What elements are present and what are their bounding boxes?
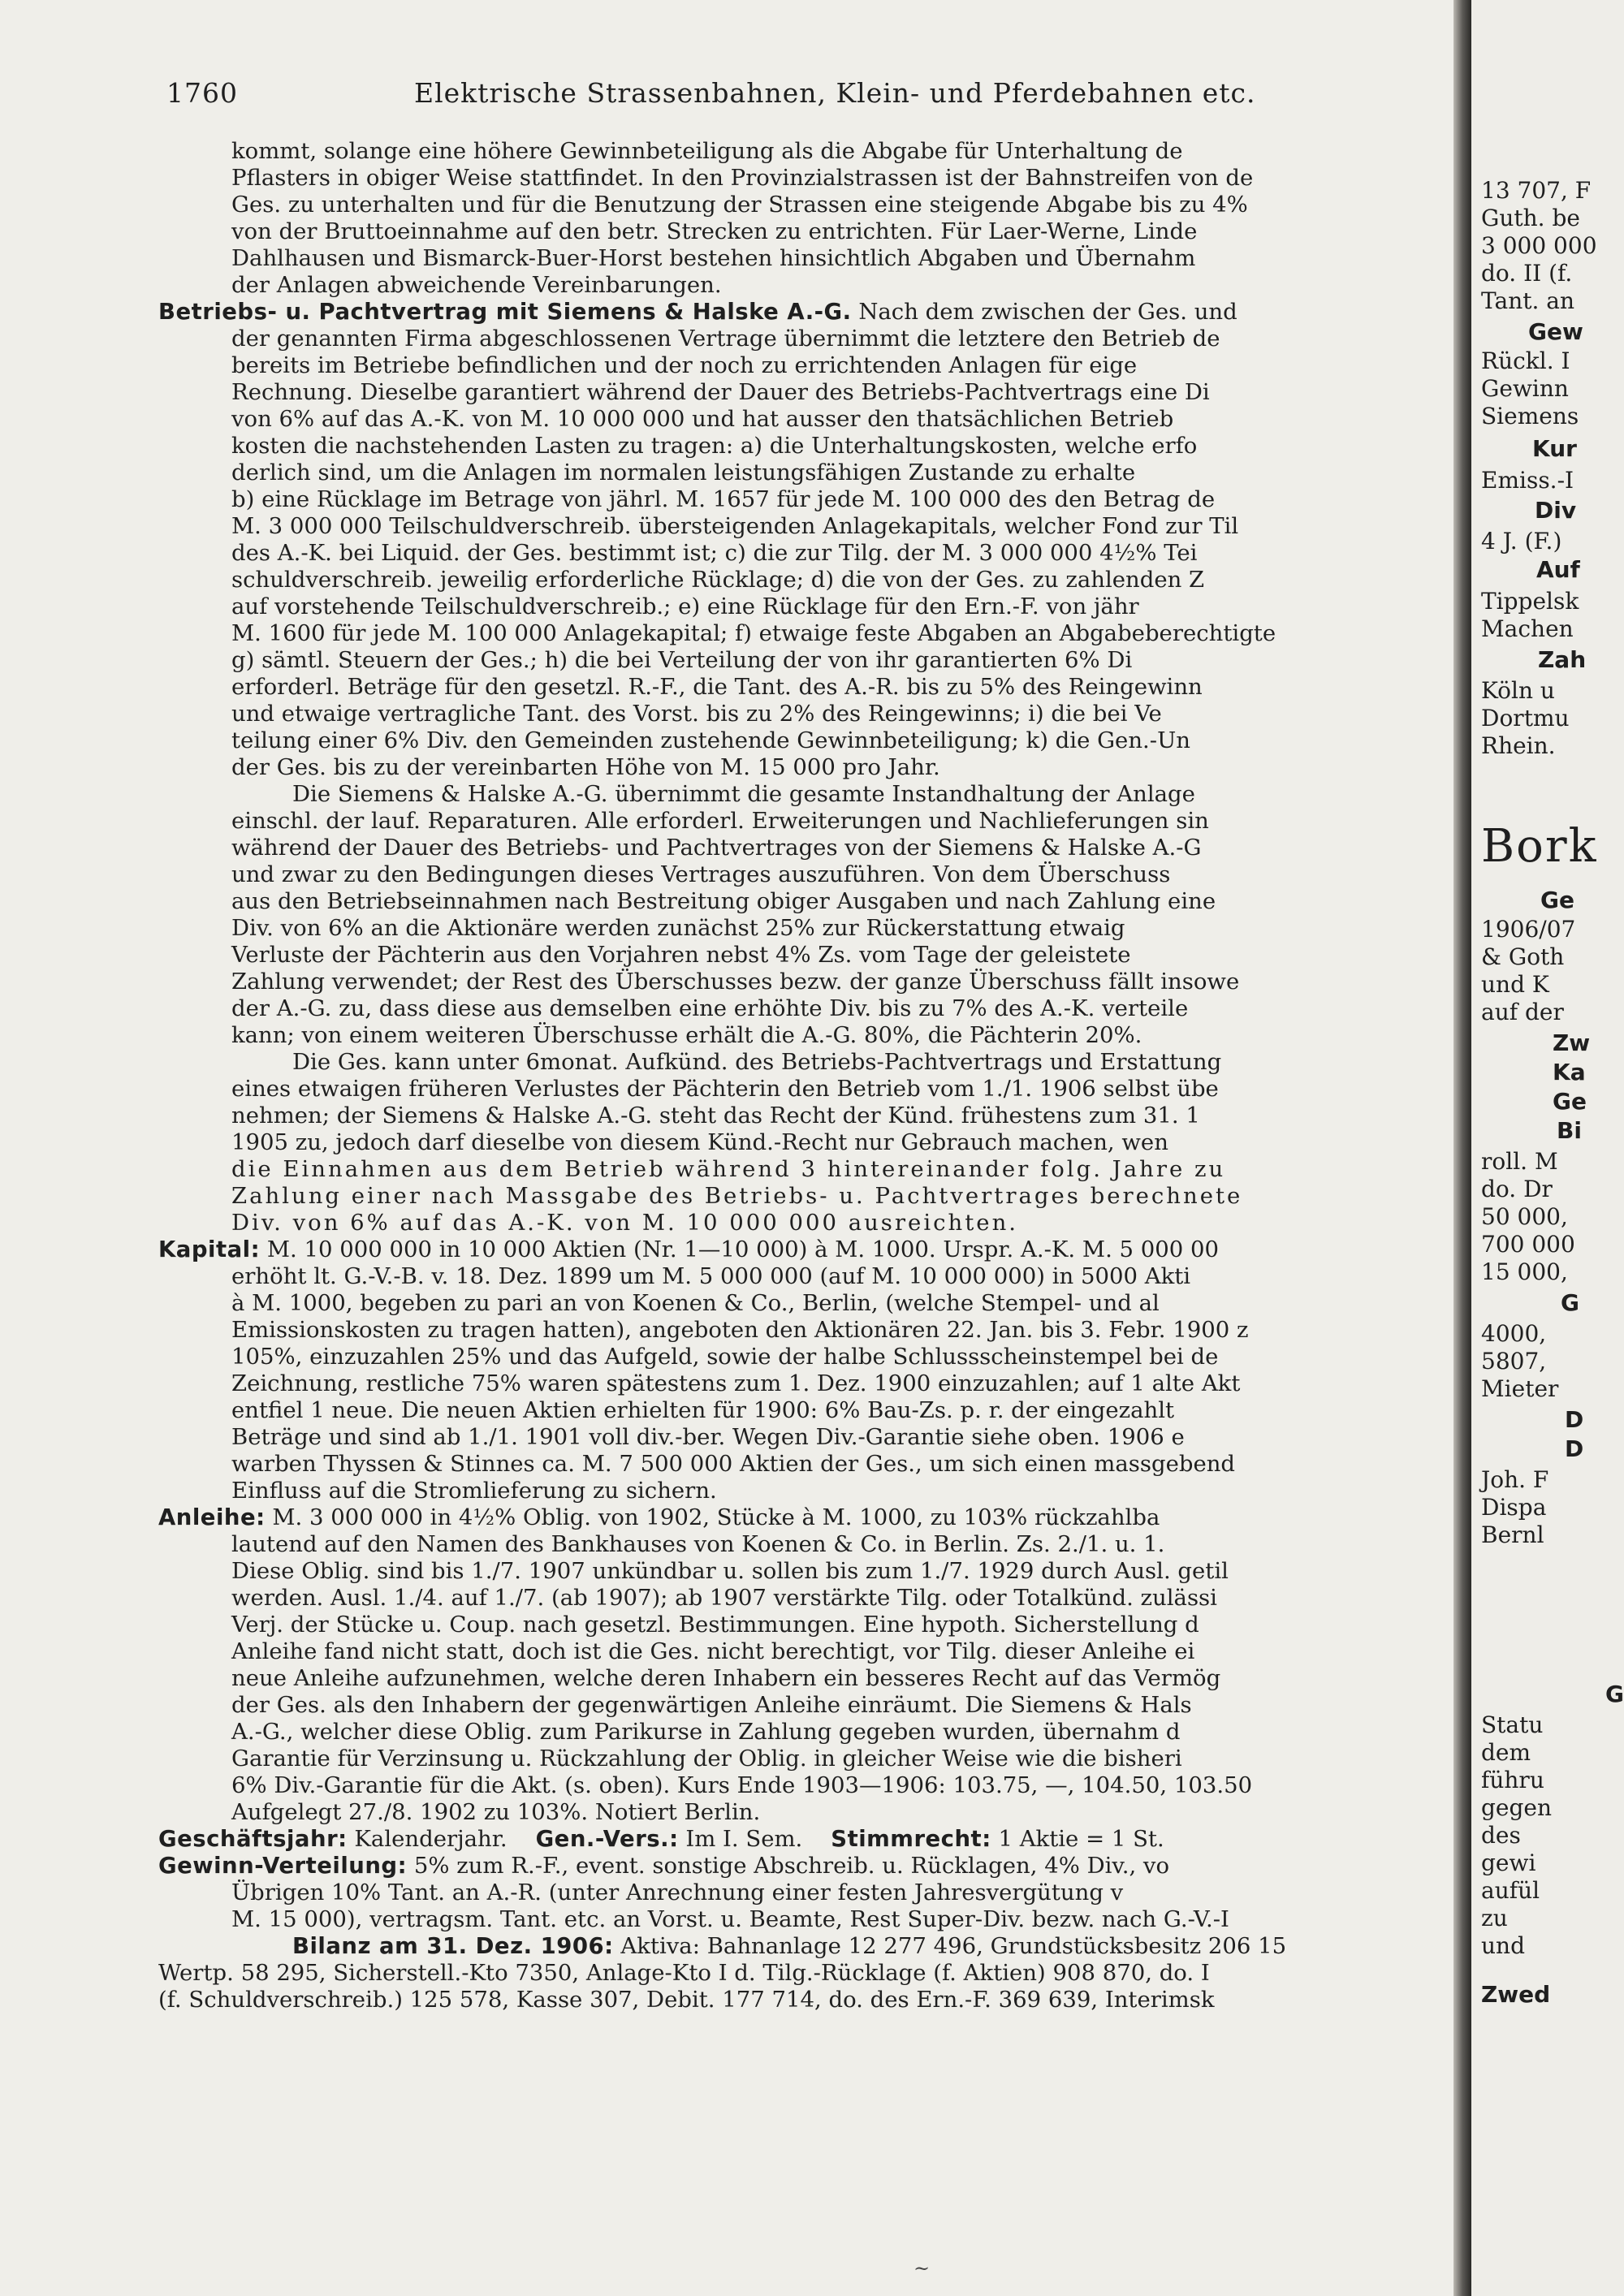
text-line: Aktiva: Bahnanlage 12 277 496, Grundstücksbesitz 206 15 [620, 1933, 1287, 1959]
text-line: der Anlagen abweichende Vereinbarungen. [231, 272, 722, 298]
text-line: 700 000 [1481, 1231, 1575, 1258]
intro-paragraph [158, 138, 1458, 299]
text-line: eines etwaigen früheren Verlustes der Pächterin den Betrieb vom 1./1. 1906 selbst übe [231, 1076, 1219, 1102]
geschaeftsjahr-line [158, 1826, 1458, 1853]
text-line: gewi [1481, 1849, 1536, 1876]
text-line: kommt, solange eine höhere Gewinnbeteiligung als die Abgabe für Unterhaltung de [231, 138, 1183, 164]
text-line: einschl. der lauf. Reparaturen. Alle erforderl. Erweiterungen und Nachlieferungen sin [231, 808, 1209, 834]
text-line: der Ges. bis zu der vereinbarten Höhe von M. 15 000 pro Jahr. [231, 754, 940, 780]
text-line: Pflasters in obiger Weise stattfindet. In den Provinzialstrassen ist der Bahnstreifen von de [231, 165, 1254, 191]
text-line: Bernl [1481, 1521, 1544, 1548]
text-line: Joh. F [1481, 1466, 1549, 1493]
text-line: von der Bruttoeinnahme auf den betr. Strecken zu entrichten. Für Laer-Werne, Linde [231, 218, 1198, 244]
text-line: 4 J. (F.) [1481, 528, 1562, 555]
text-line: Mieter [1481, 1375, 1559, 1402]
text-line: 4000, [1481, 1320, 1547, 1347]
page-header [166, 77, 1433, 118]
text-line: 1905 zu, jedoch darf dieselbe von diesem Künd.-Recht nur Gebrauch machen, wen [231, 1129, 1168, 1155]
text-line: & Goth [1481, 943, 1565, 970]
text-line: Div. von 6% auf das A.-K. von M. 10 000 000 ausreichten. [231, 1210, 1019, 1236]
page-number: 1760 [166, 77, 238, 109]
page-fold-shadow [1453, 0, 1471, 2296]
text-line: warben Thyssen & Stinnes ca. M. 7 500 000 Aktien der Ges., um sich einen massgebend [231, 1451, 1236, 1477]
heading-genvers: Gen.-Vers.: [535, 1826, 679, 1852]
value-stimmrecht: 1 Aktie = 1 St. [998, 1826, 1164, 1852]
text-line: Ka [1553, 1059, 1586, 1085]
text-line: Auf [1536, 556, 1580, 583]
text-line: 5% zum R.-F., event. sonstige Abschreib. u. Rücklagen, 4% Div., vo [413, 1853, 1170, 1879]
text-line: Div [1535, 497, 1577, 524]
text-line: Dahlhausen und Bismarck-Buer-Horst bestehen hinsichtlich Abgaben und Übernahm [231, 245, 1196, 271]
text-line: D [1565, 1406, 1584, 1433]
section-lead-line [158, 1933, 1458, 1960]
text-line: Div. von 6% an die Aktionäre werden zunächst 25% zur Rückerstattung etwaig [231, 915, 1125, 941]
text-line: und etwaige vertragliche Tant. des Vorst. bis zu 2% des Reingewinns; i) die bei Ve [231, 701, 1162, 727]
text-line: Beträge und sind ab 1./1. 1901 voll div.-ber. Wegen Div.-Garantie siehe oben. 1906 e [231, 1424, 1185, 1450]
heading-stimmrecht: Stimmrecht: [831, 1826, 991, 1852]
text-line: Rhein. [1481, 732, 1556, 759]
text-line: Siemens [1481, 403, 1579, 429]
text-line: erhöht lt. G.-V.-B. v. 18. Dez. 1899 um M. 5 000 000 (auf M. 10 000 000) in 5000 Akti [231, 1263, 1191, 1289]
siemens-paragraph [158, 781, 1458, 1049]
text-line: Emissionskosten zu tragen hatten), angeboten den Aktionären 22. Jan. bis 3. Febr. 1900 z [231, 1317, 1249, 1343]
text-line: Emiss.-I [1481, 467, 1574, 494]
text-line: der genannten Firma abgeschlossenen Vertrage übernimmt die letztere den Betrieb de [231, 326, 1220, 352]
bilanz-section [158, 1933, 1458, 2013]
text-line: derlich sind, um die Anlagen im normalen leistungsfähigen Zustande zu erhalte [231, 460, 1136, 486]
section-lead-line [158, 1853, 1458, 1880]
text-line: und zwar zu den Bedingungen dieses Vertrages auszuführen. Von dem Überschuss [231, 861, 1171, 887]
text-line: Aufgelegt 27./8. 1902 zu 103%. Notiert Berlin. [231, 1799, 761, 1825]
text-line: Gew [1528, 318, 1583, 345]
text-line: Zahlung einer nach Massgabe des Betriebs- u. Pachtvertrages berechnete [231, 1183, 1243, 1209]
text-line: Dortmu [1481, 705, 1570, 732]
text-line: erforderl. Beträge für den gesetzl. R.-F., die Tant. des A.-R. bis zu 5% des Reingewinn [231, 674, 1203, 700]
text-line: bereits im Betriebe befindlichen und der noch zu errichtenden Anlagen für eige [231, 352, 1138, 378]
text-line: werden. Ausl. 1./4. auf 1./7. (ab 1907); ab 1907 verstärkte Tilg. oder Totalkünd. zulässi [231, 1585, 1217, 1611]
text-line: des A.-K. bei Liquid. der Ges. bestimmt ist; c) die zur Tilg. der M. 3 000 000 4½% Tei [231, 540, 1198, 566]
text-line: M. 3 000 000 in 4½% Oblig. von 1902, Stücke à M. 1000, zu 103% rückzahlba [272, 1504, 1160, 1530]
text-line: do. Dr [1481, 1176, 1553, 1202]
text-line: Machen [1481, 615, 1574, 642]
text-line: neue Anleihe aufzunehmen, welche deren Inhabern ein besseres Recht auf das Vermög [231, 1665, 1221, 1691]
section-lead-line [158, 1826, 1458, 1853]
kuendigung-paragraph [158, 1049, 1458, 1236]
betrieb-section [158, 299, 1458, 781]
text-line: und [1481, 1932, 1525, 1959]
text-line: der Ges. als den Inhabern der gegenwärtigen Anleihe einräumt. Die Siemens & Hals [231, 1692, 1192, 1718]
page-bottom-mark: ~ [914, 2257, 931, 2280]
text-line: 6% Div.-Garantie für die Akt. (s. oben). Kurs Ende 1903—1906: 103.75, —, 104.50, 103.50 [231, 1772, 1253, 1798]
running-title: Elektrische Strassenbahnen, Klein- und Pferdebahnen etc. [414, 77, 1256, 109]
text-line: Übrigen 10% Tant. an A.-R. (unter Anrechnung einer festen Jahresvergütung v [231, 1880, 1124, 1905]
text-line: Nach dem zwischen der Ges. und [858, 299, 1237, 325]
text-line: 15 000, [1481, 1258, 1568, 1285]
text-line: auf der [1481, 999, 1564, 1025]
text-line: Wertp. 58 295, Sicherstell.-Kto 7350, Anlage-Kto I d. Tilg.-Rücklage (f. Aktien) 908 870, do. I [158, 1960, 1210, 1986]
text-line: Köln u [1481, 677, 1555, 704]
text-line: Zw [1553, 1029, 1591, 1056]
text-line: Bi [1557, 1117, 1582, 1144]
section-lead-line [158, 1504, 1458, 1531]
anleihe-section [158, 1504, 1458, 1826]
text-line: 3 000 000 [1481, 232, 1597, 259]
text-line: (f. Schuldverschreib.) 125 578, Kasse 307, Debit. 177 714, do. des Ern.-F. 369 639, Interimsk [158, 1987, 1215, 2013]
text-line: M. 1600 für jede M. 100 000 Anlagekapital; f) etwaige feste Abgaben an Abgabeberechtigte [231, 620, 1276, 646]
text-line: b) eine Rücklage im Betrage von jährl. M. 1657 für jede M. 100 000 des den Betrag de [231, 486, 1216, 512]
text-line: zu [1481, 1905, 1508, 1931]
text-line: und K [1481, 971, 1549, 998]
text-line: aus den Betriebseinnahmen nach Bestreitung obiger Ausgaben und nach Zahlung eine [231, 888, 1216, 914]
text-line: Kur [1532, 435, 1577, 462]
text-line: 50 000, [1481, 1203, 1568, 1230]
text-line: Einfluss auf die Stromlieferung zu sichern. [231, 1478, 717, 1504]
text-line: Statu [1481, 1711, 1544, 1738]
text-line: Zwed [1481, 1981, 1551, 2008]
section-heading-bilanz: Bilanz am 31. Dez. 1906: [292, 1933, 614, 1959]
text-line: des [1481, 1822, 1521, 1849]
text-line: Rechnung. Dieselbe garantiert während der Dauer des Betriebs-Pachtvertrags eine Di [231, 379, 1210, 405]
text-line: Die Siemens & Halske A.-G. übernimmt die gesamte Instandhaltung der Anlage [292, 781, 1195, 807]
text-line: aufül [1481, 1877, 1540, 1904]
text-line: Tant. an [1481, 287, 1575, 314]
text-line: entfiel 1 neue. Die neuen Aktien erhielten für 1900: 6% Bau-Zs. p. r. der eingezahlt [231, 1397, 1175, 1423]
text-line: 13 707, F [1481, 177, 1592, 204]
text-line: gegen [1481, 1794, 1553, 1821]
text-line: Diese Oblig. sind bis 1./7. 1907 unkündbar u. sollen bis zum 1./7. 1929 durch Ausl. getil [231, 1558, 1229, 1584]
section-lead-line [158, 1236, 1458, 1263]
main-text-column [158, 138, 1458, 2013]
text-line: Bork [1481, 820, 1598, 873]
text-line: Tippelsk [1481, 588, 1579, 615]
heading-geschaeftsjahr: Geschäftsjahr: [158, 1826, 348, 1852]
text-line: während der Dauer des Betriebs- und Pachtvertrages von der Siemens & Halske A.-G [231, 835, 1202, 861]
text-line: teilung einer 6% Div. den Gemeinden zustehende Gewinnbeteiligung; k) die Gen.-Un [231, 727, 1190, 753]
text-line: M. 10 000 000 in 10 000 Aktien (Nr. 1—10 000) à M. 1000. Urspr. A.-K. M. 5 000 00 [266, 1236, 1220, 1262]
text-line: schuldverschreib. jeweilig erforderliche Rücklage; d) die von der Ges. zu zahlenden Z [231, 567, 1205, 593]
text-line: do. II (f. [1481, 260, 1573, 287]
text-line: nehmen; der Siemens & Halske A.-G. steht das Recht der Künd. frühestens zum 31. 1 [231, 1103, 1200, 1129]
text-line: M. 15 000), vertragsm. Tant. etc. an Vorst. u. Beamte, Rest Super-Div. bezw. nach G.-V.-I [231, 1906, 1229, 1932]
value-geschaeftsjahr: Kalenderjahr. [354, 1826, 508, 1852]
section-heading-kapital: Kapital: [158, 1236, 261, 1262]
kapital-section [158, 1236, 1458, 1504]
text-line: Ge [1540, 887, 1574, 913]
text-line: kosten die nachstehenden Lasten zu tragen: a) die Unterhaltungskosten, welche erfo [231, 433, 1198, 459]
text-line: Anleihe fand nicht statt, doch ist die Ges. nicht berechtigt, vor Tilg. dieser Anleihe ei [231, 1638, 1195, 1664]
adjacent-page-fragment [1471, 0, 1624, 2296]
text-line: führu [1481, 1767, 1544, 1793]
section-heading-anleihe: Anleihe: [158, 1504, 266, 1530]
text-line: lautend auf den Namen des Bankhauses von Koenen & Co. in Berlin. Zs. 2./1. u. 1. [231, 1531, 1165, 1557]
text-line: Rückl. I [1481, 347, 1570, 374]
text-line: à M. 1000, begeben zu pari an von Koenen & Co., Berlin, (welche Stempel- und al [231, 1290, 1160, 1316]
text-line: 105%, einzuzahlen 25% und das Aufgeld, sowie der halbe Schlussscheinstempel bei de [231, 1344, 1219, 1370]
text-line: A.-G., welcher diese Oblig. zum Parikurse in Zahlung gegeben wurden, übernahm d [231, 1719, 1181, 1745]
text-line: Garantie für Verzinsung u. Rückzahlung der Oblig. in gleicher Weise wie die bisheri [231, 1746, 1182, 1772]
text-line: 5807, [1481, 1348, 1547, 1375]
text-line: kann; von einem weiteren Überschusse erhält die A.-G. 80%, die Pächterin 20%. [231, 1022, 1142, 1048]
text-line: Ges. zu unterhalten und für die Benutzung der Strassen eine steigende Abgabe bis zu 4% [231, 192, 1248, 218]
text-line: Zeichnung, restliche 75% waren spätestens zum 1. Dez. 1900 einzuzahlen; auf 1 alte Akt [231, 1370, 1241, 1396]
text-line: G [1605, 1681, 1624, 1707]
text-line: Die Ges. kann unter 6monat. Aufkünd. des Betriebs-Pachtvertrags und Erstattung [292, 1049, 1222, 1075]
text-line: Gewinn [1481, 375, 1569, 402]
text-line: Dispa [1481, 1494, 1547, 1521]
section-heading-betrieb: Betriebs- u. Pachtvertrag mit Siemens & Halske A.-G. [158, 299, 852, 325]
text-line: Verj. der Stücke u. Coup. nach gesetzl. Bestimmungen. Eine hypoth. Sicherstellung d [231, 1612, 1199, 1638]
value-genvers: Im I. Sem. [685, 1826, 803, 1852]
text-line: von 6% auf das A.-K. von M. 10 000 000 und hat ausser den thatsächlichen Betrieb [231, 406, 1174, 432]
text-line: roll. M [1481, 1148, 1558, 1175]
text-line: Zah [1538, 646, 1587, 673]
text-line: Zahlung verwendet; der Rest des Überschusses bezw. der ganze Überschuss fällt insowe [231, 969, 1240, 995]
text-line: Guth. be [1481, 205, 1580, 231]
text-line: Verluste der Pächterin aus den Vorjahren nebst 4% Zs. vom Tage der geleistete [231, 942, 1131, 968]
text-line: 1906/07 [1481, 916, 1576, 943]
text-line: M. 3 000 000 Teilschuldverschreib. übersteigenden Anlagekapitals, welcher Fond zur Til [231, 513, 1239, 539]
text-line: Ge [1553, 1088, 1587, 1115]
text-line: auf vorstehende Teilschuldverschreib.; e) eine Rücklage für den Ern.-F. von jähr [231, 593, 1139, 619]
text-line: die Einnahmen aus dem Betrieb während 3 hintereinander folg. Jahre zu [231, 1156, 1226, 1182]
section-lead-line [158, 299, 1458, 326]
text-line: g) sämtl. Steuern der Ges.; h) die bei Verteilung der von ihr garantierten 6% Di [231, 647, 1133, 673]
gewinn-section [158, 1853, 1458, 1933]
text-line: dem [1481, 1739, 1531, 1766]
text-line: der A.-G. zu, dass diese aus demselben eine erhöhte Div. bis zu 7% des A.-K. verteile [231, 995, 1189, 1021]
section-heading-gewinn: Gewinn-Verteilung: [158, 1853, 408, 1879]
text-line: D [1565, 1435, 1584, 1462]
text-line: G [1561, 1289, 1579, 1316]
